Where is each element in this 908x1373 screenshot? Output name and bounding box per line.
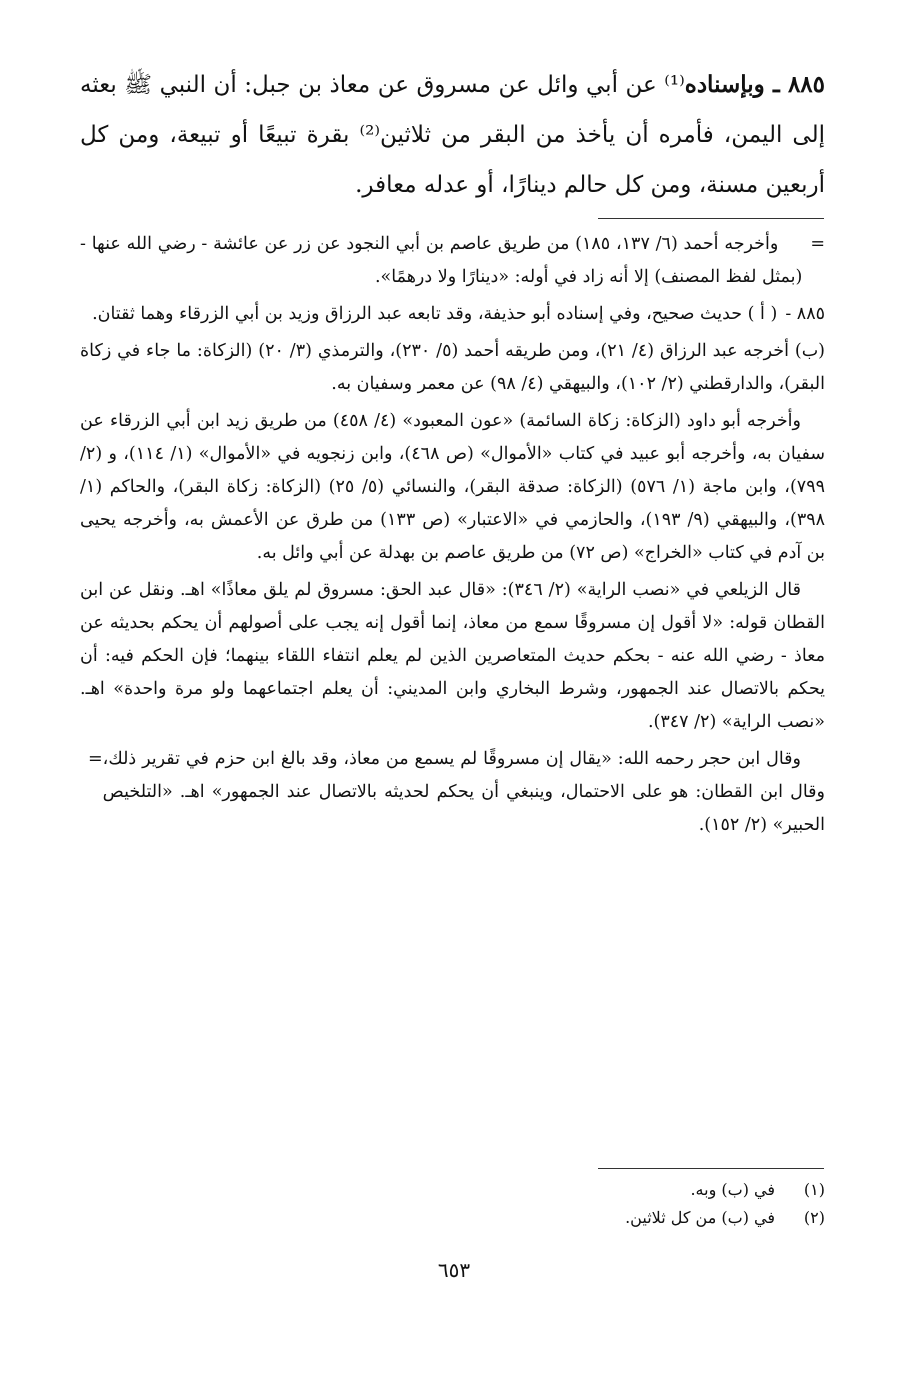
continuation-paragraph xyxy=(80,228,825,294)
continuation-marker: = xyxy=(810,234,825,254)
hadith-number: ٨٨٥ ـ وبإسناده xyxy=(684,71,825,98)
zaylai-paragraph: قال الزيلعي في «نصب الراية» (٢/ ٣٤٦): «قال عبد الحق: مسروق لم يلق معاذًا» اهـ. ونقل عن ابن القطان قوله: «لا أقول إن مسروقًا سمع من معاذ، إنما أقول إنه يجب على أصولهم أن يحكم بحديثه عن معاذ - رضي الله عنه - بحكم حديث المتعاصرين الذين لم يعلم انتفاء اللقاء بينهما؛ فإن الحكم فيه: أن يحكم بالاتصال عند الجمهور، وشرط البخاري وابن المديني: أن يعلم اجتماعهما ولو مرة واحدة» اهـ. «نصب الراية» (٢/ ٣٤٧). xyxy=(80,580,825,732)
footnote-divider xyxy=(598,1168,824,1169)
footnote-text: في (ب) من كل ثلاثين. xyxy=(625,1208,775,1227)
entry-number: ٨٨٥ - xyxy=(785,304,825,324)
commentary-block xyxy=(80,228,825,846)
footnotes xyxy=(80,1176,825,1232)
footnote-item xyxy=(80,1176,825,1204)
page-number: ٦٥٣ xyxy=(437,1258,471,1282)
hadith-text-block xyxy=(80,60,825,210)
continuation-text: وأخرجه أحمد (٦/ ١٣٧، ١٨٥) من طريق عاصم بن أبي النجود عن زر عن عائشة - رضي الله عنها - (بمثل لفظ المصنف) إلا أنه زاد في أوله: «دينارًا ولا درهمًا». xyxy=(80,234,803,287)
entry-b-paragraph: (ب) أخرجه عبد الرزاق (٤/ ٢١)، ومن طريقه أحمد (٥/ ٢٣٠)، والترمذي (٣/ ٢٠) (الزكاة: ما جاء في زكاة البقر)، والدارقطني (٢/ ١٠٢)، والبيهقي (٤/ ٩٨) عن معمر وسفيان به. xyxy=(80,341,826,394)
footnote-number: (٢) xyxy=(803,1208,825,1227)
footnote-text: في (ب) وبه. xyxy=(690,1180,775,1199)
continues-marker: = xyxy=(88,749,103,769)
ibn-hajar-text: وقال ابن حجر رحمه الله: «يقال إن مسروقًا لم يسمع من معاذ، وقد بالغ ابن حزم في تقرير ذلك، وقال ابن القطان: هو على الاحتمال، وينبغي أن يحكم لحديثه بالاتصال عند الجمهور» اهـ. «التلخيص الحبير» (٢/ ١٥٢). xyxy=(102,749,825,835)
takhrij-paragraph: وأخرجه أبو داود (الزكاة: زكاة السائمة) «عون المعبود» (٤/ ٤٥٨) من طريق زيد ابن أبي الزرقاء عن سفيان به، وأخرجه أبو عبيد في كتاب «الأموال» (ص ٤٦٨)، وابن زنجويه في «الأموال» (١/ ١١٤)، و (٢/ ٧٩٩)، وابن ماجة (١/ ٥٧٦) (الزكاة: صدقة البقر)، والنسائي (٥/ ٢٥) (الزكاة: زكاة البقر)، والحاكم (١/ ٣٩٨)، والبيهقي (٩/ ١٩٣)، والحازمي في «الاعتبار» (ص ١٣٣) من طرق عن الأعمش به، وأخرجه يحيى بن آدم في كتاب «الخراج» (ص ٧٢) من طريق عاصم بن بهدلة عن أبي وائل به. xyxy=(80,411,826,563)
entry-a-text: ( أ ) حديث صحيح، وفي إسناده أبو حذيفة، وقد تابعه عبد الرزاق وزيد بن أبي الزرقاء وهما ثقتان. xyxy=(92,304,778,324)
section-divider-top xyxy=(598,218,824,219)
ibn-hajar-paragraph xyxy=(80,743,825,842)
hadith-body: ⁽¹⁾ عن أبي وائل عن مسروق عن معاذ بن جبل: أن النبي ﷺ بعثه إلى اليمن، فأمره أن يأخذ من البقر من ثلاثين⁽²⁾ بقرة تبيعًا أو تبيعة، ومن كل أربعين مسنة، ومن كل حالم دينارًا، أو عدله معافر. xyxy=(80,72,825,198)
entry-a-paragraph xyxy=(80,298,825,331)
footnote-number: (١) xyxy=(803,1180,825,1199)
footnote-item xyxy=(80,1204,825,1232)
